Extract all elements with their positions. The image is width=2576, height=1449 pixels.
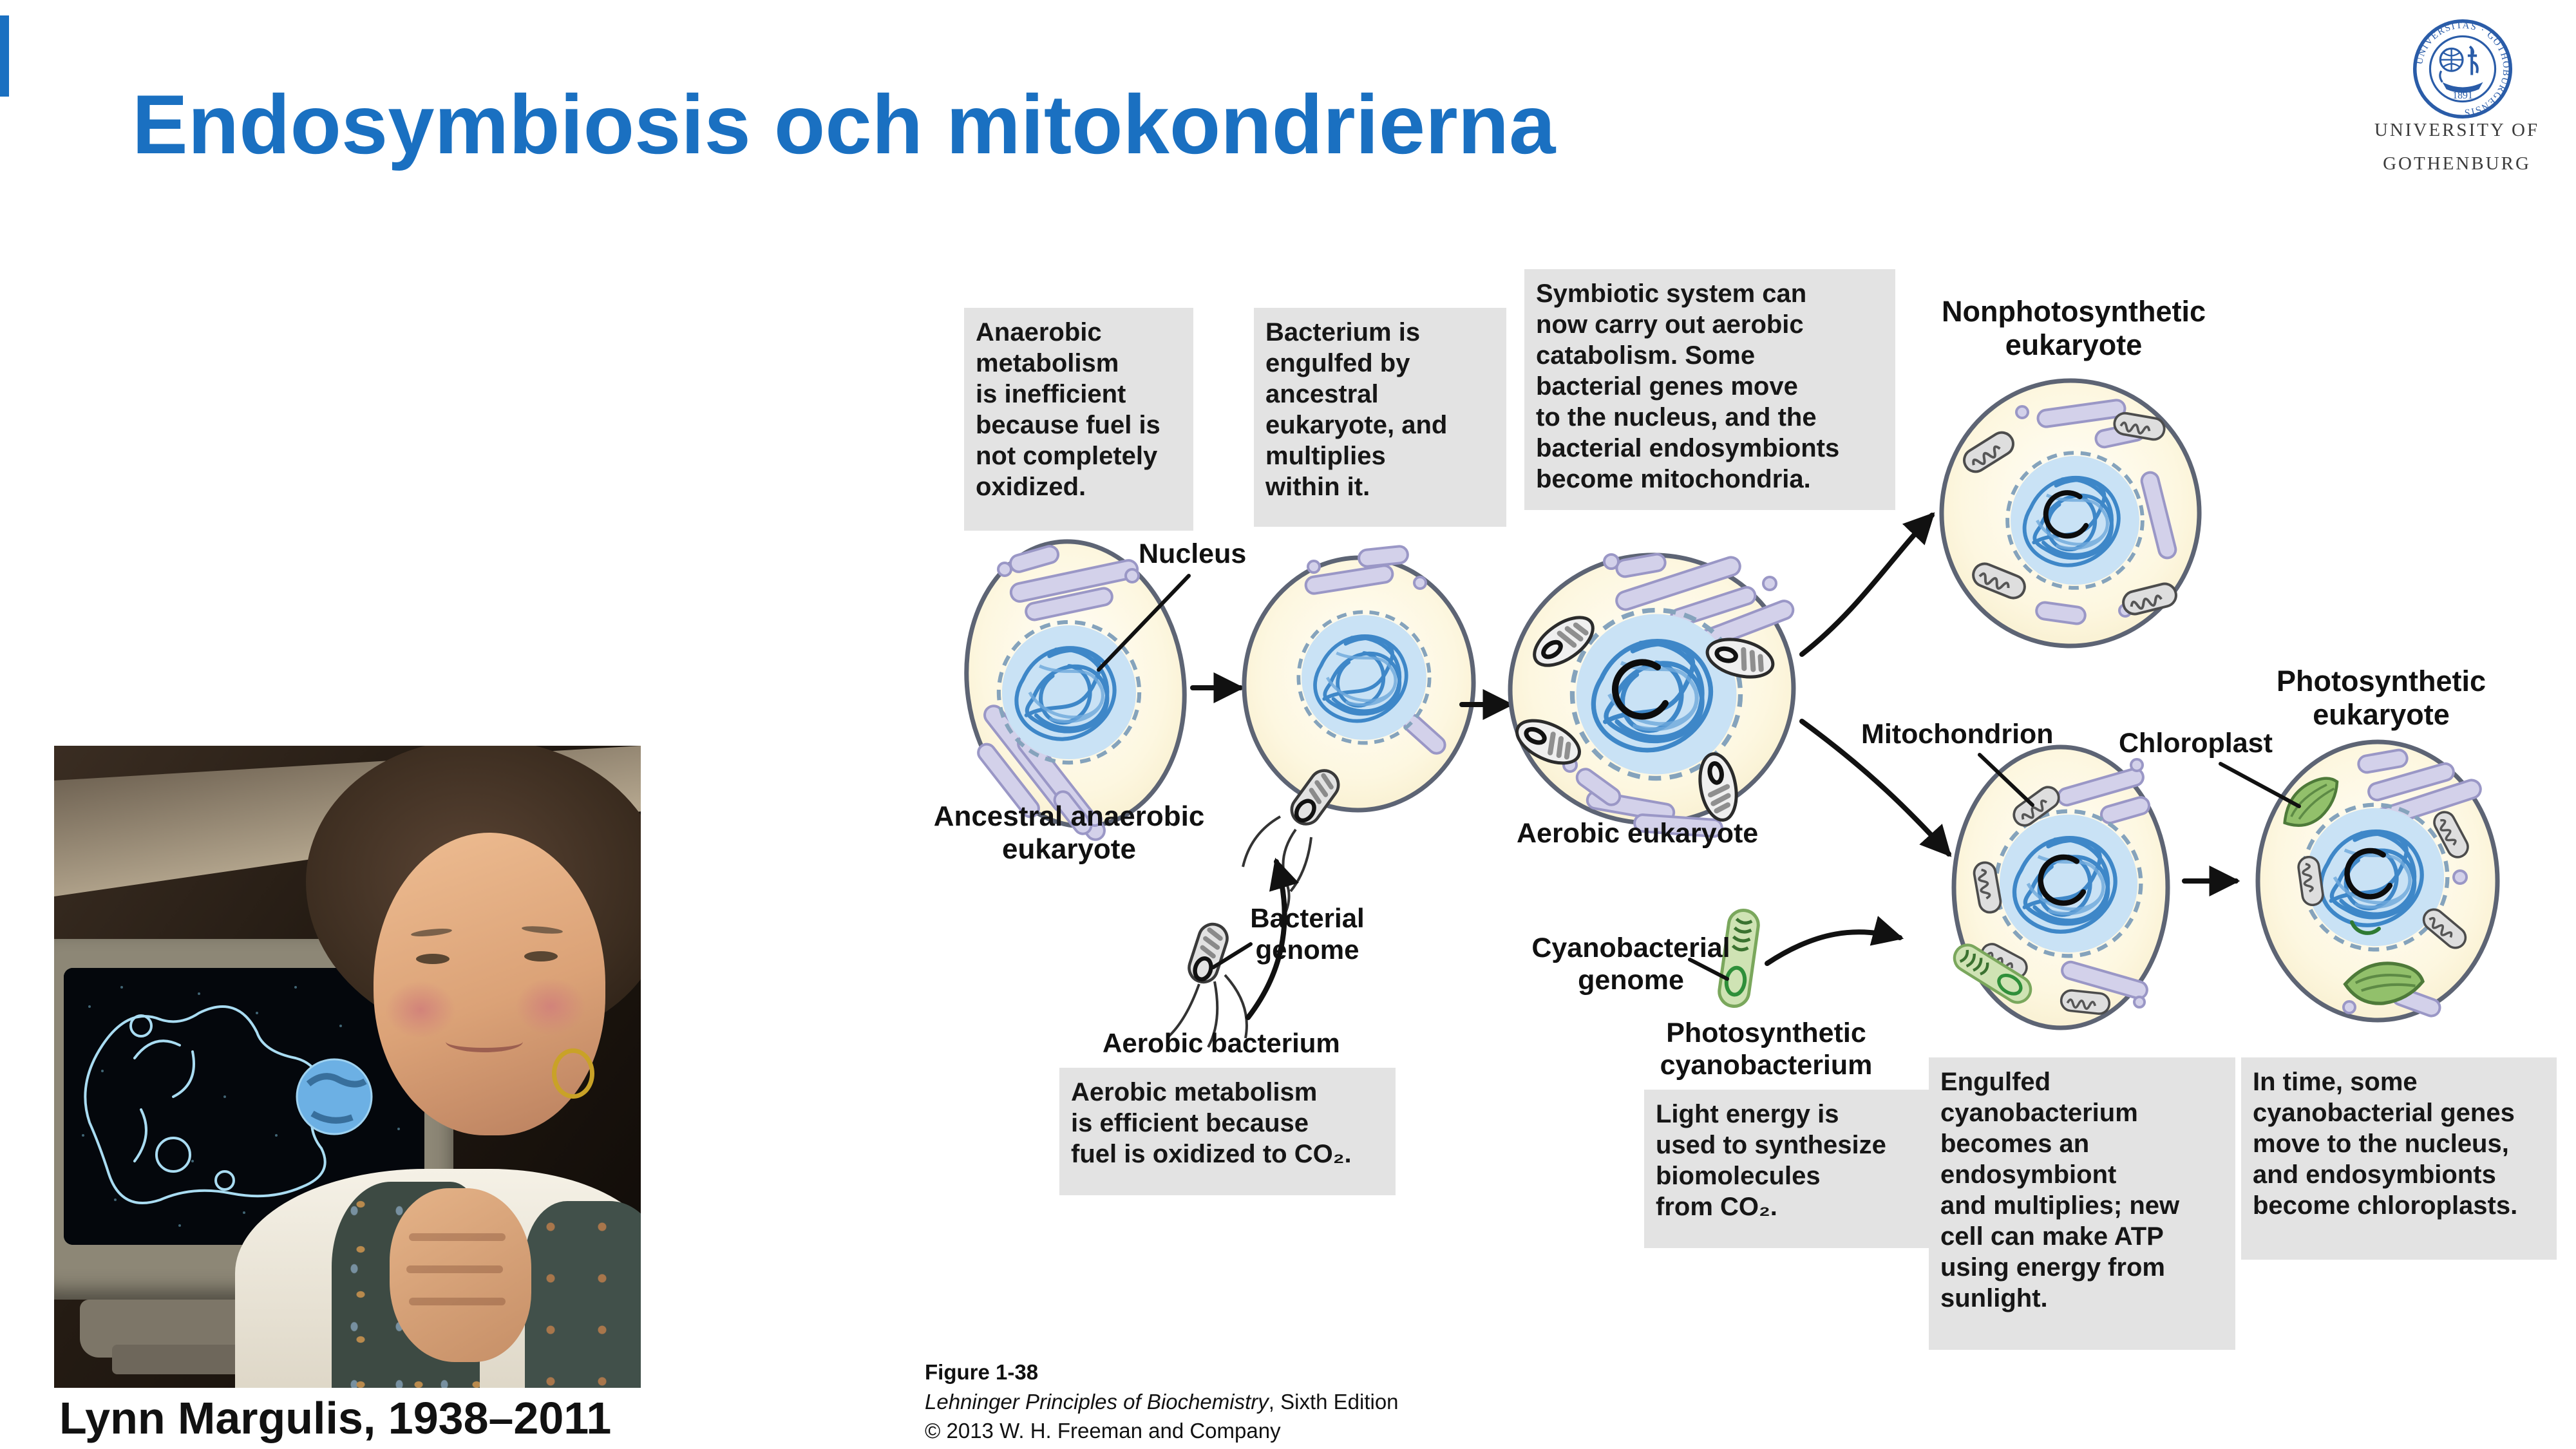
seal-year: 1891: [2452, 90, 2473, 101]
label-aerobic-eukaryote: Aerobic eukaryote: [1517, 818, 1759, 849]
callout-line: bacterial genes move: [1536, 372, 1798, 401]
cell-photosynthetic-eukaryote: [2258, 742, 2497, 1020]
callout-line: move to the nucleus,: [2253, 1130, 2509, 1158]
callout-line: Anaerobic: [976, 318, 1102, 346]
callout-line: become mitochondria.: [1536, 465, 1811, 493]
figure-caption: [925, 1358, 1399, 1446]
callout-line: catabolism. Some: [1536, 341, 1756, 370]
label-cyanobacterial-genome: Cyanobacterial genome: [1531, 933, 1730, 996]
hand-under-chin: [390, 1188, 531, 1362]
callout-line: using energy from: [1940, 1253, 2165, 1282]
label-aerobic-bacterium: Aerobic bacterium: [1103, 1028, 1340, 1058]
earring: [552, 1048, 594, 1099]
callout-line: become chloroplasts.: [2253, 1191, 2518, 1220]
cell-engulfing-eukaryote: [1238, 545, 1480, 921]
callout-line: fuel is oxidized to CO₂.: [1071, 1140, 1352, 1168]
callout-line: bacterial endosymbionts: [1536, 434, 1840, 462]
callout-line: from CO₂.: [1656, 1193, 1777, 1221]
label-photosynthetic-cyanobacterium: Photosynthetic cyanobacterium: [1660, 1018, 1873, 1081]
arrow-cyano-into-cell: [1767, 932, 1900, 963]
cell-nonphotosynthetic-eukaryote: [1937, 376, 2204, 650]
callout-line: Aerobic metabolism: [1071, 1078, 1318, 1106]
callout-line: becomes an: [1940, 1130, 2090, 1158]
cell-engulfing-cyanobacterium: [1949, 747, 2168, 1028]
callout-line: ancestral: [1265, 380, 1379, 408]
callout-line: cell can make ATP: [1940, 1222, 2164, 1251]
pointer-chloroplast: [2221, 764, 2299, 806]
callout-line: and endosymbionts: [2253, 1160, 2496, 1189]
callout-line: not completely: [976, 442, 1158, 470]
callout-line: to the nucleus, and the: [1536, 403, 1817, 431]
callout-line: cyanobacterial genes: [2253, 1099, 2515, 1127]
seal-ring-text: UNIVERSITAS · GOTHOBURGENSIS: [2414, 20, 2512, 118]
university-logo: [2338, 15, 2576, 196]
label-photosynthetic-eukaryote: Photosynthetic eukaryote: [2276, 665, 2486, 732]
cell-aerobic-eukaryote: [1501, 545, 1803, 837]
label-mitochondrion: Mitochondrion: [1861, 719, 2054, 750]
university-seal-icon: [2412, 18, 2514, 120]
callout-line: and multiplies; new: [1940, 1191, 2180, 1220]
callout-light-energy: [1644, 1090, 1931, 1248]
figure-source: Lehninger Principles of Biochemistry, Sixth Edition: [925, 1389, 1399, 1414]
callout-line: sunlight.: [1940, 1284, 2048, 1312]
photo-caption: Lynn Margulis, 1938–2011: [59, 1393, 612, 1443]
page-title: Endosymbiosis och mitokondrierna: [132, 77, 1556, 171]
callout-line: now carry out aerobic: [1536, 310, 1804, 339]
figure-number: Figure 1-38: [925, 1360, 1039, 1384]
callout-in-time-chloroplasts: [2241, 1057, 2557, 1260]
callout-anaerobic-metabolism: [964, 308, 1193, 531]
callout-line: is inefficient: [976, 380, 1126, 408]
label-ancestral-anaerobic-eukaryote: Ancestral anaerobic eukaryote: [933, 800, 1205, 866]
callout-aerobic-metabolism: [1059, 1068, 1396, 1195]
photo-lynn-margulis: [54, 746, 641, 1388]
callout-line: within it.: [1265, 473, 1370, 501]
cell-ancestral-anaerobic-eukaryote: [949, 527, 1203, 844]
callout-line: eukaryote, and: [1265, 411, 1448, 439]
callout-symbiotic-system: [1524, 269, 1895, 510]
callout-line: Light energy is: [1656, 1100, 1839, 1128]
callout-line: In time, some: [2253, 1068, 2418, 1096]
callout-line: biomolecules: [1656, 1162, 1821, 1190]
patterned-vest-right: [525, 1201, 641, 1388]
callout-line: Bacterium is: [1265, 318, 1421, 346]
label-chloroplast: Chloroplast: [2119, 728, 2273, 759]
label-nonphotosynthetic-eukaryote: Nonphotosynthetic eukaryote: [1942, 295, 2206, 362]
logo-text-line1: UNIVERSITY OF: [2374, 120, 2540, 140]
callout-line: engulfed by: [1265, 349, 1410, 377]
figure-copyright: © 2013 W. H. Freeman and Company: [925, 1419, 1281, 1443]
slide-accent-bar: [0, 15, 9, 97]
callout-line: used to synthesize: [1656, 1131, 1886, 1159]
callout-line: multiplies: [1265, 442, 1386, 470]
callout-line: Engulfed: [1940, 1068, 2051, 1096]
callout-line: metabolism: [976, 349, 1119, 377]
callout-line: endosymbiont: [1940, 1160, 2117, 1189]
callout-line: because fuel is: [976, 411, 1160, 439]
callout-line: is efficient because: [1071, 1109, 1309, 1137]
callout-line: Symbiotic system can: [1536, 279, 1807, 308]
label-nucleus: Nucleus: [1139, 538, 1247, 569]
callout-line: oxidized.: [976, 473, 1086, 501]
callout-line: cyanobacterium: [1940, 1099, 2138, 1127]
callout-engulfed-cyanobacterium: [1929, 1057, 2235, 1350]
label-bacterial-genome: Bacterial genome: [1250, 903, 1365, 965]
logo-text-line2: GOTHENBURG: [2383, 153, 2531, 174]
callout-bacterium-engulfed: [1254, 308, 1506, 527]
arrow-to-nonphotosynthetic: [1802, 515, 1932, 654]
